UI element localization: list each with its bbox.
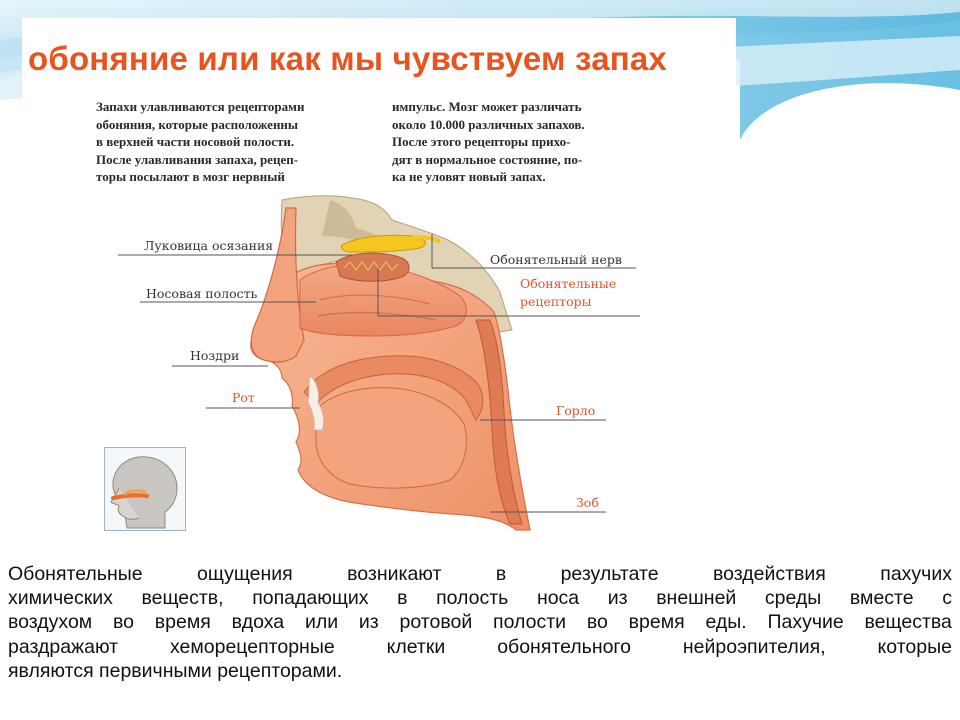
intro-right-line: ка не уловят новый запах.: [392, 169, 546, 184]
label-nostrils: Ноздри: [190, 348, 240, 363]
caption-word: во: [586, 611, 608, 634]
caption-word: время: [628, 611, 685, 634]
caption-word: воздействия: [712, 563, 826, 585]
caption-word: Обонятельные: [8, 563, 143, 585]
caption-line: [8, 610, 952, 634]
label-olfactory-bulb: Луковица осязания: [144, 238, 274, 253]
intro-right-line: импульс. Мозг может различать: [392, 99, 582, 114]
caption-word: с: [942, 587, 952, 610]
intro-left-line: Запахи улавливаются рецепторами: [96, 99, 305, 114]
caption-word: хеморецепторные: [169, 635, 335, 658]
caption-word: ощущения: [196, 563, 293, 585]
caption-line: [8, 635, 952, 659]
caption-word: вещества: [864, 611, 952, 634]
caption-line: [8, 562, 952, 586]
caption-word: которые: [877, 635, 952, 658]
label-receptors-line2: рецепторы: [520, 294, 592, 309]
caption-word: химических: [8, 587, 113, 610]
caption-word: вдоха: [231, 611, 285, 634]
caption-line: [8, 659, 952, 683]
caption-word: воздухом: [8, 611, 93, 634]
caption-paragraph: [8, 562, 952, 683]
head-silhouette-icon: [105, 448, 185, 530]
label-olfactory-nerve: Обонятельный нерв: [490, 252, 622, 267]
caption-word: раздражают: [8, 635, 119, 658]
intro-right-line: дят в нормальное состояние, по-: [392, 151, 583, 167]
caption-word: пахучих: [880, 563, 952, 585]
caption-word: или: [304, 611, 339, 634]
caption-word: время: [154, 611, 211, 634]
intro-right-line: После этого рецепторы прихо-: [392, 134, 571, 149]
caption-word: полость: [436, 587, 509, 610]
caption-word: полости: [493, 611, 567, 634]
intro-left-line: в верхней части носовой полости.: [96, 134, 295, 149]
caption-word: внешней: [656, 587, 737, 610]
label-mouth: Рот: [232, 390, 255, 405]
caption-word: еды.: [705, 611, 747, 634]
caption-word: клетки: [386, 635, 446, 658]
caption-word: ротовой: [399, 611, 473, 634]
slide-title: обоняние или как мы чувствуем запах: [28, 40, 667, 77]
caption-word: Пахучие: [767, 611, 844, 634]
label-nasal-cavity: Носовая полость: [146, 286, 258, 301]
caption-word: возникают: [347, 563, 442, 585]
caption-word: среды: [764, 587, 822, 610]
caption-word: обонятельного: [497, 635, 631, 658]
caption-word: результате: [560, 563, 659, 585]
intro-left-line: обоняния, которые расположенны: [96, 116, 299, 132]
label-goiter: Зоб: [576, 495, 599, 510]
label-throat: Горло: [556, 403, 596, 418]
head-thumbnail: [104, 447, 186, 531]
caption-word: являются первичными рецепторами.: [8, 659, 343, 682]
caption-word: нейроэпителия,: [682, 635, 826, 658]
caption-word: во: [113, 611, 134, 634]
caption-word: в: [397, 587, 408, 610]
caption-word: носа: [536, 587, 580, 610]
caption-word: из: [607, 587, 628, 610]
caption-word: веществ,: [141, 587, 224, 610]
intro-right-line: около 10.000 различных запахов.: [392, 116, 585, 132]
label-receptors-line1: Обонятельные: [520, 276, 617, 291]
olfactory-receptor-area: [336, 253, 409, 281]
caption-line: [8, 586, 952, 610]
caption-word: в: [495, 563, 507, 585]
caption-word: из: [358, 611, 379, 634]
intro-left-line: торы посылают в мозг нервный: [96, 169, 285, 184]
caption-word: вместе: [849, 587, 914, 610]
caption-word: попадающих: [252, 587, 369, 610]
intro-left-line: После улавливания запаха, рецеп-: [96, 151, 299, 167]
